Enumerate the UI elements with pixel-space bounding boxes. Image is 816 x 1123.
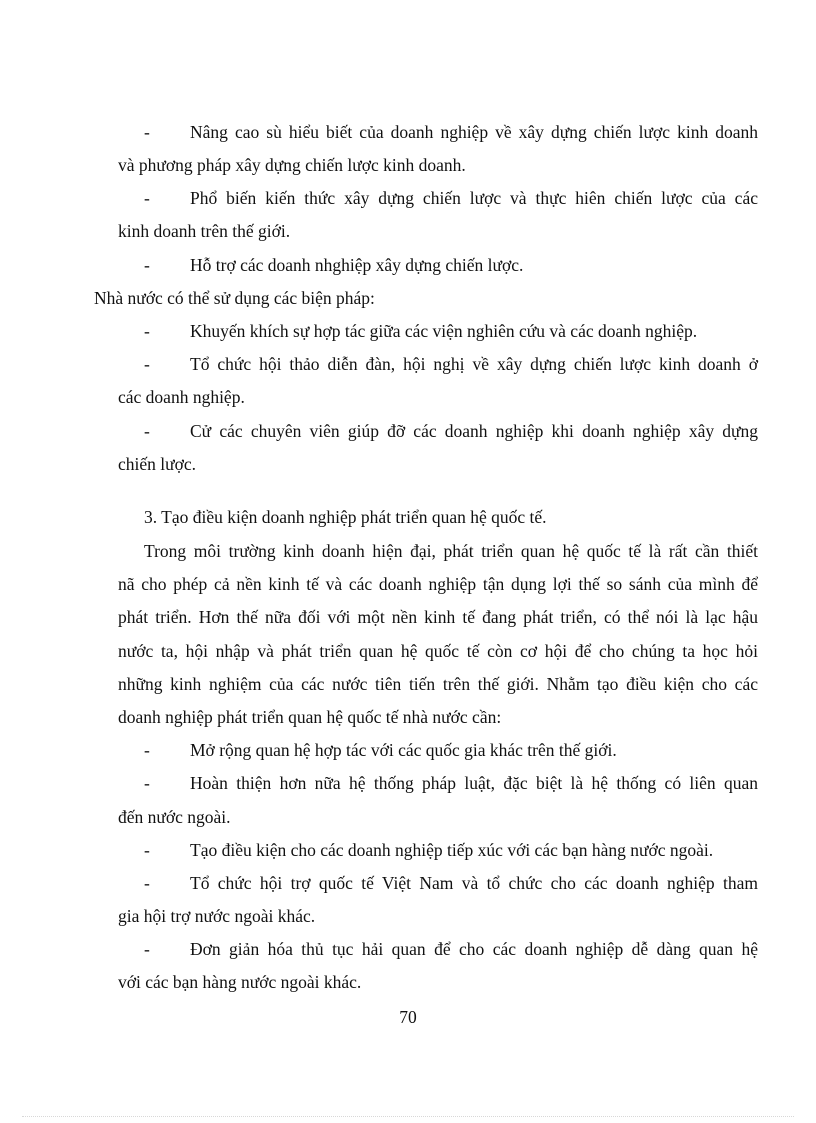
bullet-dash: - bbox=[144, 773, 150, 793]
list-item-line: gia hội trợ nước ngoài khác. bbox=[118, 906, 316, 926]
list-item-line: Đơn giản hóa thủ tục hải quan để cho các doanh nghiệp dễ dàng quan hệ bbox=[190, 939, 758, 959]
list-item-line: Cử các chuyên viên giúp đỡ các doanh nghiệp khi doanh nghiệp xây dựng bbox=[190, 421, 758, 441]
paragraph-line: Trong môi trường kinh doanh hiện đại, phát triển quan hệ quốc tế là rất cần thiết bbox=[144, 541, 758, 561]
bullet-dash: - bbox=[144, 354, 150, 374]
paragraph-line: nã cho phép cả nền kinh tế và các doanh nghiệp tận dụng lợi thế so sánh của mình để bbox=[118, 574, 758, 594]
footer-divider bbox=[22, 1116, 794, 1117]
bullet-dash: - bbox=[144, 421, 150, 441]
list-item-line: Tổ chức hội trợ quốc tế Việt Nam và tổ chức cho các doanh nghiệp tham bbox=[190, 873, 758, 893]
list-item-line: Tạo điều kiện cho các doanh nghiệp tiếp xúc với các bạn hàng nước ngoài. bbox=[190, 840, 714, 860]
list-item-line: Tổ chức hội thảo diễn đàn, hội nghị về xây dựng chiến lược kinh doanh ở bbox=[190, 354, 758, 374]
list-item-line: Nâng cao sù hiểu biết của doanh nghiệp về xây dựng chiến lược kinh doanh bbox=[190, 122, 758, 142]
list-item-line: và phương pháp xây dựng chiến lược kinh doanh. bbox=[118, 155, 466, 175]
list-item-line: Khuyến khích sự hợp tác giữa các viện nghiên cứu và các doanh nghiệp. bbox=[190, 321, 698, 341]
list-item-line: với các bạn hàng nước ngoài khác. bbox=[118, 972, 362, 992]
list-item-line: Hoàn thiện hơn nữa hệ thống pháp luật, đặc biệt là hệ thống có liên quan bbox=[190, 773, 758, 793]
page-number: 70 bbox=[399, 1007, 417, 1027]
list-item-line: Mở rộng quan hệ hợp tác với các quốc gia khác trên thế giới. bbox=[190, 740, 617, 760]
bullet-dash: - bbox=[144, 939, 150, 959]
bullet-dash: - bbox=[144, 122, 150, 142]
bullet-dash: - bbox=[144, 321, 150, 341]
section-heading: 3. Tạo điều kiện doanh nghiệp phát triển quan hệ quốc tế. bbox=[144, 507, 547, 527]
bullet-dash: - bbox=[144, 840, 150, 860]
list-item-line: Phổ biến kiến thức xây dựng chiến lược và thực hiên chiến lược của các bbox=[190, 188, 758, 208]
paragraph-line: nước ta, hội nhập và phát triển quan hệ quốc tế còn cơ hội để cho chúng ta học hỏi bbox=[118, 641, 758, 661]
paragraph-line: những kinh nghiệm của các nước tiên tiến trên thế giới. Nhằm tạo điều kiện cho các bbox=[118, 674, 758, 694]
bullet-dash: - bbox=[144, 873, 150, 893]
list-item-line: kinh doanh trên thế giới. bbox=[118, 221, 291, 241]
bullet-dash: - bbox=[144, 188, 150, 208]
list-item-line: các doanh nghiệp. bbox=[118, 387, 245, 407]
list-item-line: chiến lược. bbox=[118, 454, 197, 474]
list-item-line: Hỗ trợ các doanh nhghiệp xây dựng chiến lược. bbox=[190, 255, 524, 275]
bullet-dash: - bbox=[144, 740, 150, 760]
bullet-dash: - bbox=[144, 255, 150, 275]
list-item-line: đến nước ngoài. bbox=[118, 807, 231, 827]
intro-text: Nhà nước có thể sử dụng các biện pháp: bbox=[94, 288, 375, 308]
paragraph-line: doanh nghiệp phát triển quan hệ quốc tế nhà nước cần: bbox=[118, 707, 502, 727]
paragraph-line: phát triển. Hơn thế nữa đối với một nền kinh tế đang phát triển, có thể nói là lạc hậu bbox=[118, 607, 758, 627]
